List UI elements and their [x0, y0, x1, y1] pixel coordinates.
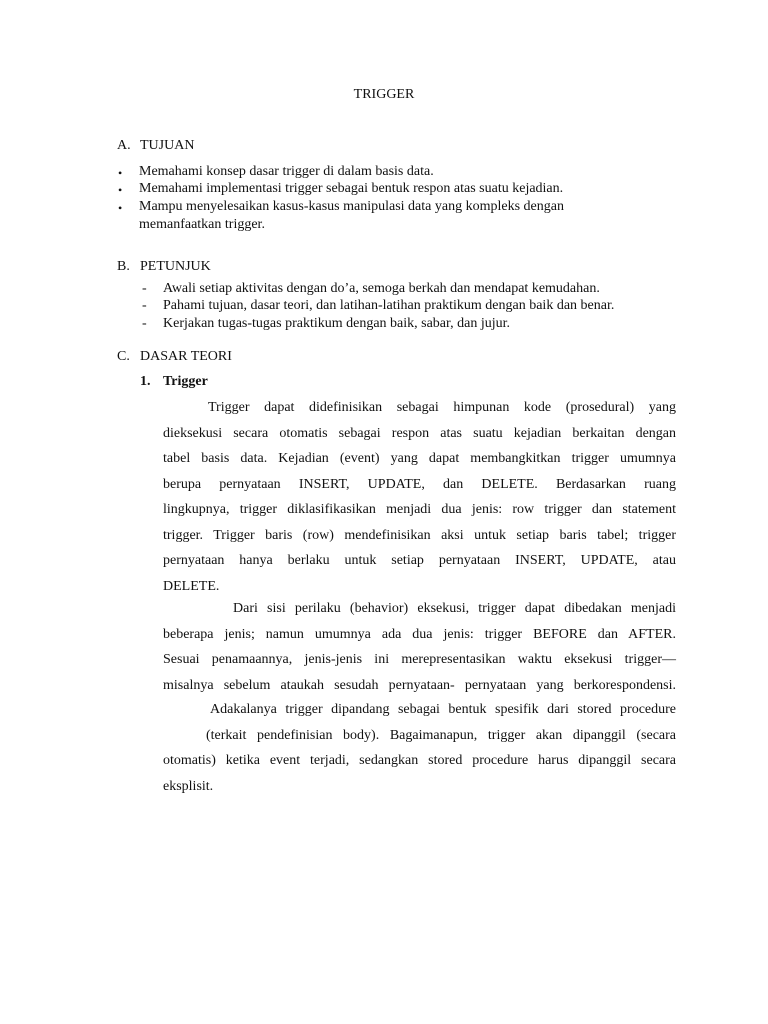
subsection-heading: Trigger — [163, 374, 208, 389]
paragraph-2-line: beberapa jenis; namun umumnya ada dua jenis: trigger BEFORE dan AFTER. — [163, 626, 676, 642]
paragraph-3-line: otomatis) ketika event terjadi, sedangkan stored procedure harus dipanggil secara — [163, 753, 676, 768]
paragraph-2 — [163, 596, 676, 698]
paragraph-1-line: pernyataan hanya berlaku untuk setiap pernyataan INSERT, UPDATE, atau — [163, 553, 676, 568]
section-a-letter: A. — [117, 138, 131, 153]
paragraph-1-line: DELETE. — [163, 578, 220, 594]
paragraph-1-line: trigger. Trigger baris (row) mendefinisikan aksi untuk setiap baris tabel; trigger — [163, 527, 676, 543]
bullet-icon: • — [118, 166, 123, 180]
paragraph-1-line: tabel basis data. Kejadian (event) yang dapat membangkitkan trigger umumnya — [163, 451, 676, 466]
tujuan-item-3-continued: memanfaatkan trigger. — [139, 217, 265, 232]
paragraph-1-line: Trigger dapat didefinisikan sebagai himpunan kode (prosedural) yang — [208, 400, 676, 415]
section-c-heading: DASAR TEORI — [140, 349, 232, 364]
paragraph-3-line: (terkait pendefinisian body). Bagaimanapun, trigger akan dipanggil (secara — [206, 727, 676, 743]
dash-marker: - — [142, 316, 147, 331]
paragraph-2-line: Sesuai penamaannya, jenis-jenis ini merepresentasikan waktu eksekusi trigger— — [163, 652, 676, 667]
tujuan-item-3: Mampu menyelesaikan kasus-kasus manipulasi data yang kompleks dengan — [139, 199, 564, 214]
section-b-heading: PETUNJUK — [140, 259, 211, 274]
dash-marker: - — [142, 281, 147, 296]
paragraph-2-line: misalnya sebelum ataukah sesudah pernyataan- pernyataan yang berkorespondensi. — [163, 677, 676, 693]
page-title: TRIGGER — [353, 87, 415, 102]
section-a-heading: TUJUAN — [140, 138, 195, 153]
tujuan-item-1: Memahami konsep dasar trigger di dalam basis data. — [139, 164, 434, 179]
paragraph-1-line: berupa pernyataan INSERT, UPDATE, dan DELETE. Berdasarkan ruang — [163, 476, 676, 492]
subsection-number: 1. — [140, 374, 151, 389]
petunjuk-item-3: Kerjakan tugas-tugas praktikum dengan baik, sabar, dan jujur. — [163, 316, 511, 331]
paragraph-3 — [163, 697, 676, 799]
section-c-letter: C. — [117, 349, 130, 364]
bullet-icon: • — [118, 201, 123, 215]
paragraph-1 — [163, 395, 676, 599]
paragraph-1-line: dieksekusi secara otomatis sebagai respon atas suatu kejadian berkaitan dengan — [163, 425, 676, 441]
dash-marker: - — [142, 298, 147, 313]
petunjuk-item-2: Pahami tujuan, dasar teori, dan latihan-latihan praktikum dengan baik dan benar. — [163, 298, 615, 313]
bullet-icon: • — [118, 183, 123, 197]
petunjuk-item-1: Awali setiap aktivitas dengan do’a, semoga berkah dan mendapat kemudahan. — [163, 281, 600, 296]
tujuan-item-2: Memahami implementasi trigger sebagai bentuk respon atas suatu kejadian. — [139, 181, 564, 196]
paragraph-2-line: Dari sisi perilaku (behavior) eksekusi, trigger dapat dibedakan menjadi — [233, 601, 676, 616]
paragraph-3-line: Adakalanya trigger dipandang sebagai bentuk spesifik dari stored procedure — [210, 702, 676, 717]
paragraph-1-line: lingkupnya, trigger diklasifikasikan menjadi dua jenis: row trigger dan statement — [163, 502, 676, 517]
section-b-letter: B. — [117, 259, 130, 274]
paragraph-3-line: eksplisit. — [163, 778, 214, 794]
